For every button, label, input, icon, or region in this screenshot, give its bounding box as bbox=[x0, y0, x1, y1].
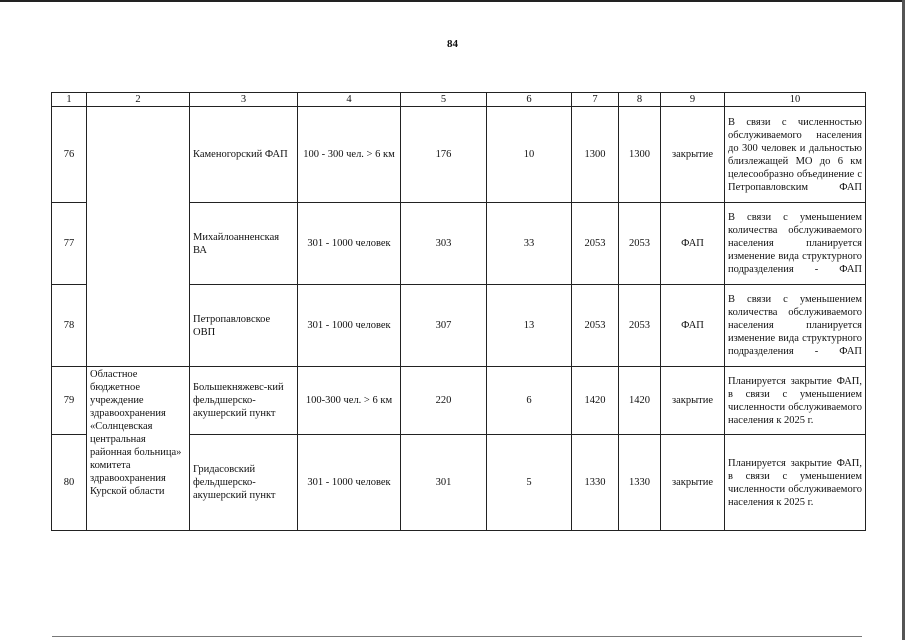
action-cell: закрытие bbox=[661, 107, 725, 203]
value-cell: 13 bbox=[487, 285, 572, 367]
facility-name: Петропавловское ОВП bbox=[190, 285, 298, 367]
organization-cell-empty bbox=[87, 107, 190, 367]
column-header: 4 bbox=[298, 93, 401, 107]
value-cell: 6 bbox=[487, 367, 572, 435]
note-cell: Планируется закрытие ФАП, в связи с уменьшением численности обслуживаемого населения к 2025 г. bbox=[725, 367, 866, 435]
row-number: 79 bbox=[52, 367, 87, 435]
row-number: 78 bbox=[52, 285, 87, 367]
column-header: 8 bbox=[619, 93, 661, 107]
value-cell: 5 bbox=[487, 435, 572, 531]
column-header: 3 bbox=[190, 93, 298, 107]
note-cell: В связи с уменьшением количества обслуживаемого населения планируется изменение вида структурного подразделения - ФАП bbox=[725, 285, 866, 367]
criteria-cell: 301 - 1000 человек bbox=[298, 285, 401, 367]
value-cell: 307 bbox=[401, 285, 487, 367]
page-bottom-border bbox=[52, 636, 862, 637]
value-cell: 10 bbox=[487, 107, 572, 203]
column-header: 1 bbox=[52, 93, 87, 107]
value-cell: 176 bbox=[401, 107, 487, 203]
value-cell: 1420 bbox=[572, 367, 619, 435]
value-cell: 2053 bbox=[619, 203, 661, 285]
page-number: 84 bbox=[447, 38, 458, 50]
facilities-table bbox=[51, 92, 866, 531]
value-cell: 1330 bbox=[619, 435, 661, 531]
facility-name: Михайлоанненская ВА bbox=[190, 203, 298, 285]
row-number: 77 bbox=[52, 203, 87, 285]
value-cell: 33 bbox=[487, 203, 572, 285]
organization-cell: Областное бюджетное учреждение здравоохранения «Солнцевская центральная районная больница» комитета здравоохранения Курской области bbox=[87, 367, 190, 531]
facility-name: Каменогорский ФАП bbox=[190, 107, 298, 203]
facility-name: Большекняжевс-кий фельдшерско-акушерский пункт bbox=[190, 367, 298, 435]
value-cell: 1300 bbox=[619, 107, 661, 203]
criteria-cell: 100-300 чел. > 6 км bbox=[298, 367, 401, 435]
value-cell: 220 bbox=[401, 367, 487, 435]
value-cell: 2053 bbox=[619, 285, 661, 367]
value-cell: 2053 bbox=[572, 285, 619, 367]
table-row bbox=[52, 367, 866, 435]
criteria-cell: 100 - 300 чел. > 6 км bbox=[298, 107, 401, 203]
column-header: 7 bbox=[572, 93, 619, 107]
criteria-cell: 301 - 1000 человек bbox=[298, 435, 401, 531]
value-cell: 1420 bbox=[619, 367, 661, 435]
criteria-cell: 301 - 1000 человек bbox=[298, 203, 401, 285]
action-cell: закрытие bbox=[661, 435, 725, 531]
table-row bbox=[52, 107, 866, 203]
column-number-row bbox=[52, 93, 866, 107]
note-cell: В связи с уменьшением количества обслуживаемого населения планируется изменение вида структурного подразделения - ФАП bbox=[725, 203, 866, 285]
page-top-border bbox=[0, 0, 905, 2]
action-cell: ФАП bbox=[661, 285, 725, 367]
column-header: 6 bbox=[487, 93, 572, 107]
note-cell: Планируется закрытие ФАП, в связи с уменьшением численности обслуживаемого населения к 2025 г. bbox=[725, 435, 866, 531]
row-number: 76 bbox=[52, 107, 87, 203]
action-cell: ФАП bbox=[661, 203, 725, 285]
value-cell: 1300 bbox=[572, 107, 619, 203]
facility-name: Гридасовский фельдшерско-акушерский пункт bbox=[190, 435, 298, 531]
note-cell: В связи с численностью обслуживаемого населения до 300 человек и дальностью близлежащей МО до 6 км целесообразно объединение с Петропавловским ФАП bbox=[725, 107, 866, 203]
value-cell: 301 bbox=[401, 435, 487, 531]
row-number: 80 bbox=[52, 435, 87, 531]
value-cell: 2053 bbox=[572, 203, 619, 285]
action-cell: закрытие bbox=[661, 367, 725, 435]
value-cell: 303 bbox=[401, 203, 487, 285]
column-header: 10 bbox=[725, 93, 866, 107]
column-header: 5 bbox=[401, 93, 487, 107]
column-header: 9 bbox=[661, 93, 725, 107]
column-header: 2 bbox=[87, 93, 190, 107]
value-cell: 1330 bbox=[572, 435, 619, 531]
